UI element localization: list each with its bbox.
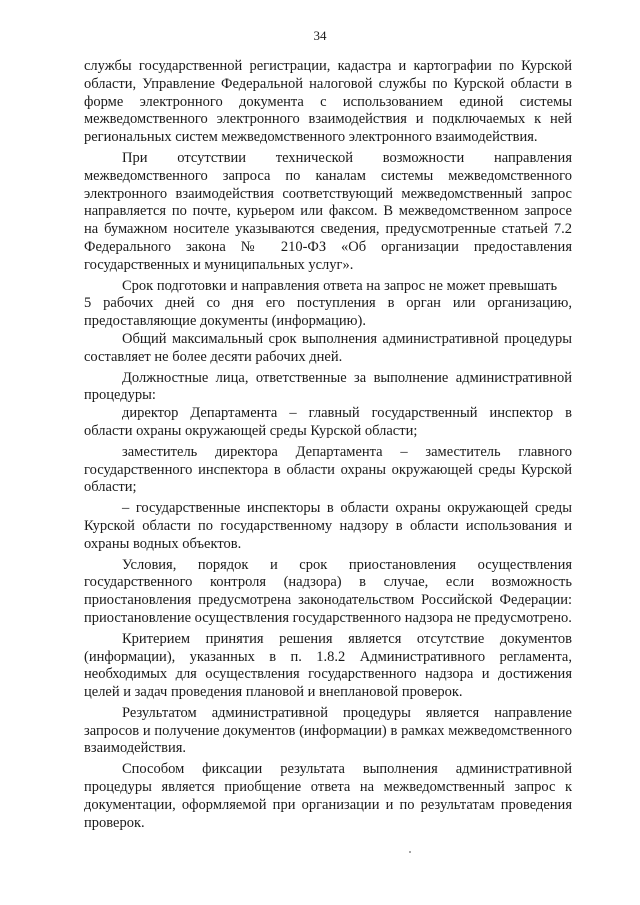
paragraph-recipients: службы государственной регистрации, кадастра и картографии по Курской области, Управление Федеральной налоговой службы по Курской области в форме электронного документа с использованием единой системы межведомственного электронного взаимодействия и подключаемых к ней региональных систем межведомственного электронного взаимодействия. — [84, 58, 572, 146]
scan-speck — [409, 851, 411, 853]
paragraph-official-inspectors: – государственные инспекторы в области охраны окружающей среды Курской области по государственному надзору в области использования и охраны водных объектов. — [84, 500, 572, 552]
paragraph-official-deputy: заместитель директора Департамента – заместитель главного государственного инспектора в области охраны окружающей среды Курской области; — [84, 443, 572, 496]
paragraph-working-days: 5 рабочих дней со дня его поступления в орган или организацию, предоставляющие документы (информацию). — [84, 295, 572, 330]
paragraph-recording-method: Способом фиксации результата выполнения административной процедуры является приобщение ответа на межведомственный запрос к документации, оформляемой при организации и по результатам проведения проверок. — [84, 761, 572, 831]
document-body — [84, 58, 572, 832]
paragraph-officials-heading: Должностные лица, ответственные за выполнение административной процедуры: — [84, 369, 572, 404]
paragraph-paper-request: При отсутствии технической возможности направления межведомственного запроса по каналам системы межведомственного электронного взаимодействия соответствующий межведомственный запрос направляется по почте, курьером или факсом. В межведомственном запросе на бумажном носителе указываются сведения, предусмотренные статьей 7.2 Федерального закона № 210-ФЗ «Об организации предоставления государственных и муниципальных услуг». — [84, 149, 572, 273]
paragraph-official-director: директор Департамента – главный государственный инспектор в области охраны окружающей среды Курской области; — [84, 405, 572, 439]
paragraph-decision-criterion: Критерием принятия решения является отсутствие документов (информации), указанных в п. 1.8.2 Административного регламента, необходимых для осуществления государственного надзора и достижения целей и задач проведения плановой и внеплановой проверок. — [84, 630, 572, 701]
paragraph-response-deadline: Срок подготовки и направления ответа на запрос не может превышать — [122, 277, 558, 294]
paragraph-total-term: Общий максимальный срок выполнения административной процедуры составляет не более десяти рабочих дней. — [84, 330, 572, 365]
page-number: 34 — [313, 28, 327, 43]
paragraph-procedure-result: Результатом административной процедуры является направление запросов и получение документов (информации) в рамках межведомственного взаимодействия. — [84, 704, 572, 757]
paragraph-suspension-conditions: Условия, порядок и срок приостановления осуществления государственного контроля (надзора) в случае, если возможность приостановления предусмотрена законодательством Российской Федерации: приостановление осуществления государственного надзора не предусмотрено. — [84, 556, 572, 626]
